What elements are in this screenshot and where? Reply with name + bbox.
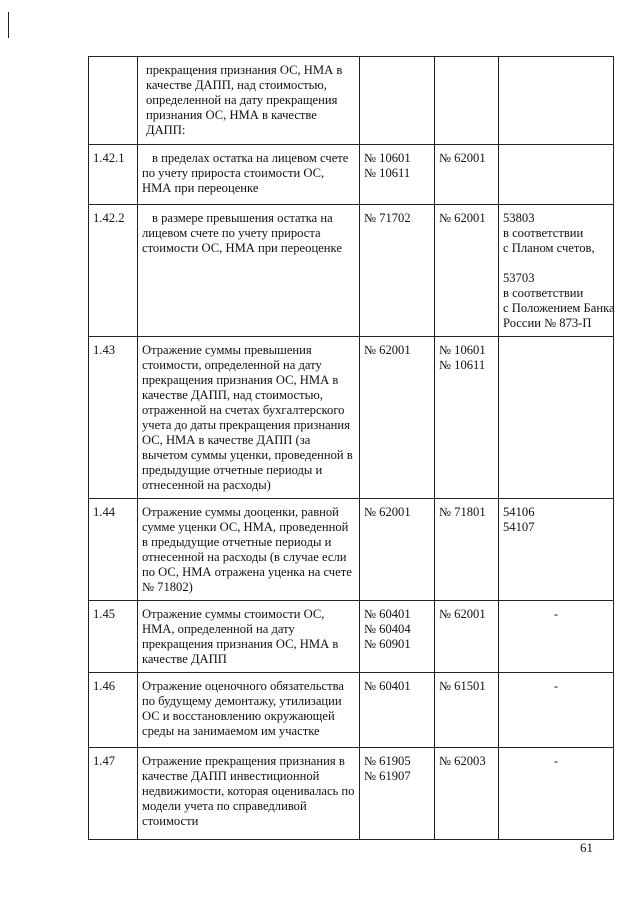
- row-description: в пределах остатка на лицевом счете по учету прироста стоимости ОС, НМА при переоценке: [138, 145, 360, 205]
- credit-account: № 10611: [439, 358, 486, 372]
- credit-accounts: [435, 337, 499, 499]
- row-number: 1.42.2: [89, 205, 138, 337]
- credit-account: № 62001: [439, 607, 486, 621]
- page-number: 61: [580, 840, 593, 855]
- debit-account: № 60401: [364, 679, 411, 693]
- credit-account: № 61501: [439, 679, 486, 693]
- credit-accounts: [435, 205, 499, 337]
- debit-account: № 62001: [364, 343, 411, 357]
- credit-accounts: [435, 499, 499, 601]
- row-note: [499, 748, 614, 840]
- credit-account: № 62001: [439, 151, 486, 165]
- row-number: 1.43: [89, 337, 138, 499]
- debit-accounts: [360, 205, 435, 337]
- credit-accounts: [435, 748, 499, 840]
- debit-account: № 71702: [364, 211, 411, 225]
- debit-accounts: [360, 601, 435, 673]
- row-note: [499, 499, 614, 601]
- note-line: 53703: [503, 271, 535, 285]
- note-line: с Положением Банка: [503, 301, 615, 315]
- note-line: с Планом счетов,: [503, 241, 595, 255]
- row-description: Отражение суммы стоимости ОС, НМА, определенной на дату прекращения признания ОС, НМА в качестве ДАПП: [138, 601, 360, 673]
- table-row: [89, 748, 614, 840]
- debit-account: № 10601: [364, 151, 411, 165]
- row-description: Отражение суммы превышения стоимости, определенной на дату прекращения признания ОС, НМА в качестве ДАПП, над стоимостью, отраженной на счетах бухгалтерского учета до даты прекращения признания ОС, НМА в качестве ДАПП (за вычетом суммы уценки, проведенной в предыдущие отчетные периоды и отнесенной на расходы): [138, 337, 360, 499]
- row-number: [89, 57, 138, 145]
- credit-account: № 71801: [439, 505, 486, 519]
- note-line: в соответствии: [503, 286, 584, 300]
- accounting-entries-table: [88, 56, 614, 840]
- table-row: [89, 673, 614, 748]
- note-line: 54106: [503, 505, 535, 519]
- row-note: [499, 601, 614, 673]
- debit-account: № 60901: [364, 637, 411, 651]
- debit-account: № 10611: [364, 166, 411, 180]
- debit-account: № 62001: [364, 505, 411, 519]
- debit-accounts: [360, 337, 435, 499]
- row-description: Отражение прекращения признания в качестве ДАПП инвестиционной недвижимости, которая оценивалась по модели учета по справедливой стоимости: [138, 748, 360, 840]
- table-row: [89, 57, 614, 145]
- row-note: [499, 205, 614, 337]
- credit-accounts: [435, 601, 499, 673]
- debit-accounts: [360, 748, 435, 840]
- row-number: 1.46: [89, 673, 138, 748]
- note-dash: -: [553, 607, 559, 621]
- row-number: 1.42.1: [89, 145, 138, 205]
- row-number: 1.47: [89, 748, 138, 840]
- debit-account: № 60401: [364, 607, 411, 621]
- note-dash: -: [553, 754, 559, 768]
- row-note: [499, 673, 614, 748]
- row-note: [499, 145, 614, 205]
- row-description: Отражение оценочного обязательства по будущему демонтажу, утилизации ОС и восстановлению окружающей среды на занимаемом им участке: [138, 673, 360, 748]
- row-note: [499, 57, 614, 145]
- row-description: в размере превышения остатка на лицевом счете по учету прироста стоимости ОС, НМА при переоценке: [138, 205, 360, 337]
- row-number: 1.45: [89, 601, 138, 673]
- row-number: 1.44: [89, 499, 138, 601]
- debit-accounts: [360, 145, 435, 205]
- credit-accounts: [435, 145, 499, 205]
- table-row: [89, 337, 614, 499]
- credit-account: № 62003: [439, 754, 486, 768]
- table-row: [89, 601, 614, 673]
- note-line: России № 873-П: [503, 316, 592, 330]
- debit-accounts: [360, 57, 435, 145]
- debit-account: № 61905: [364, 754, 411, 768]
- credit-accounts: [435, 673, 499, 748]
- row-note: [499, 337, 614, 499]
- row-description: прекращения признания ОС, НМА в качестве ДАПП, над стоимостью, определенной на дату прекращения признания ОС, НМА в качестве ДАПП:: [138, 57, 360, 145]
- note-line: 54107: [503, 520, 535, 534]
- debit-account: № 60404: [364, 622, 411, 636]
- table-row: [89, 499, 614, 601]
- debit-accounts: [360, 673, 435, 748]
- note-dash: -: [553, 679, 559, 693]
- credit-accounts: [435, 57, 499, 145]
- table-row: [89, 205, 614, 337]
- credit-account: № 62001: [439, 211, 486, 225]
- table-row: [89, 145, 614, 205]
- row-description: Отражение суммы дооценки, равной сумме уценки ОС, НМА, проведенной в предыдущие отчетные периоды и отнесенной на расходы (в случае если по ОС, НМА отражена уценка на счете № 71802): [138, 499, 360, 601]
- note-spacer: [503, 256, 609, 271]
- credit-account: № 10601: [439, 343, 486, 357]
- debit-account: № 61907: [364, 769, 411, 783]
- note-line: 53803: [503, 211, 535, 225]
- note-line: в соответствии: [503, 226, 584, 240]
- debit-accounts: [360, 499, 435, 601]
- binding-margin-mark: [8, 12, 9, 38]
